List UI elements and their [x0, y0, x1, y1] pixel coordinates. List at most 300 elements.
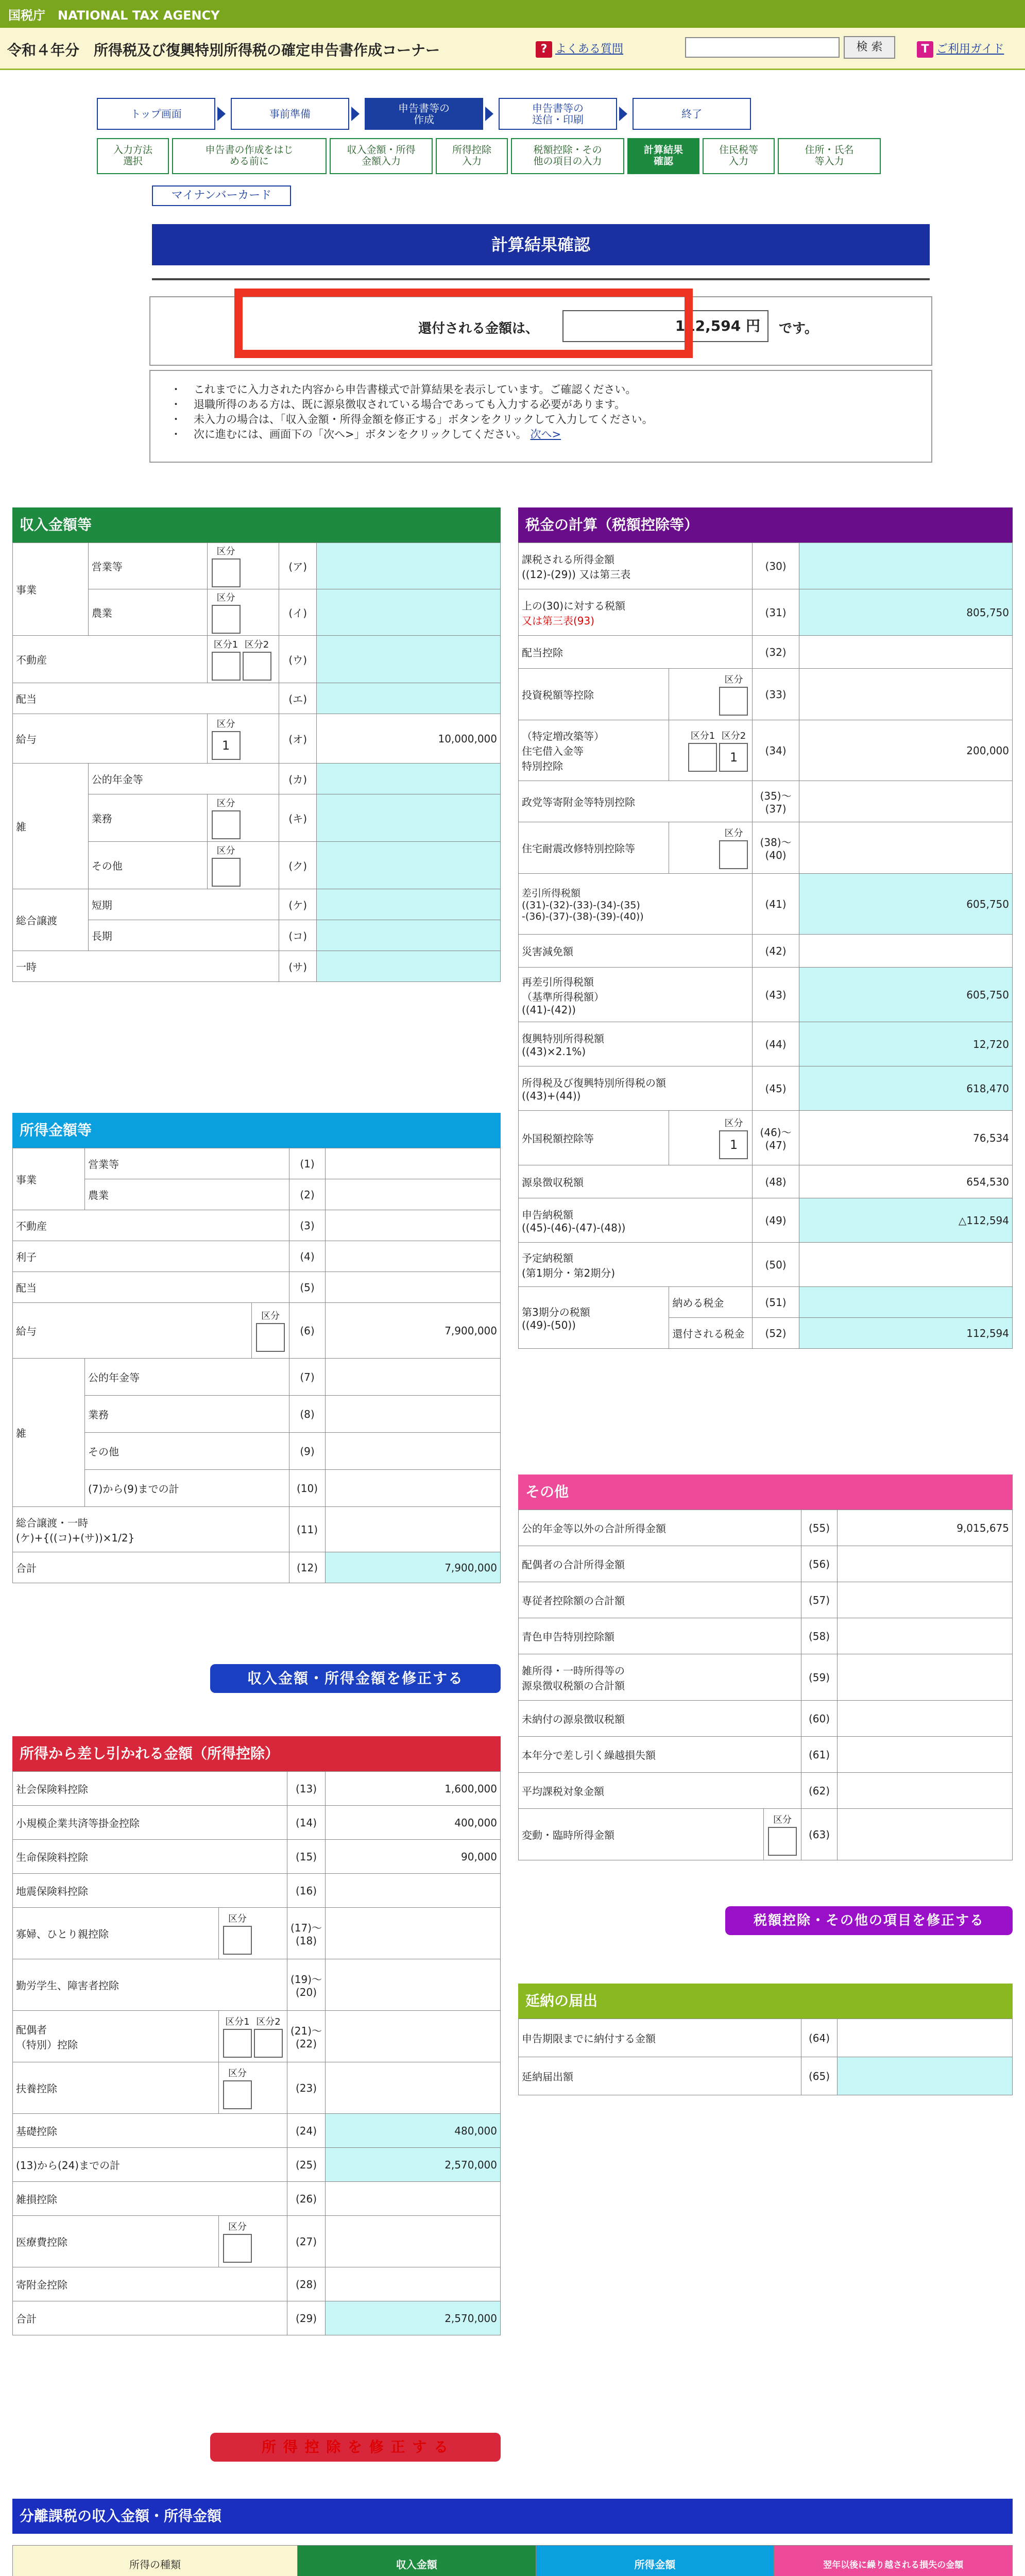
label-32: 配当控除: [519, 636, 753, 669]
value-51: [799, 1287, 1012, 1318]
value-55: 9,015,675: [838, 1510, 1013, 1546]
cell: [252, 1303, 289, 1359]
code: (13): [287, 1772, 325, 1806]
step-tab-3: 申告書等の 作成: [365, 98, 483, 130]
label: 社会保険料控除: [13, 1772, 287, 1806]
search-input[interactable]: [685, 37, 840, 58]
value-e: [317, 683, 501, 714]
step-arrow-icon: [619, 107, 627, 121]
value-30: [799, 543, 1012, 589]
code: (29): [287, 2301, 325, 2335]
value-23: [326, 2062, 501, 2114]
substep-tab-4: 所得控除 入力: [436, 138, 508, 174]
cell: [218, 1908, 287, 1959]
label-33: 投資税額等控除: [519, 669, 669, 720]
header: [0, 28, 1025, 70]
label-ichiji: 一時: [13, 951, 279, 982]
note-item: ・ 退職所得のある方は、既に源泉徴収されている場合であっても入力する必要があります。: [181, 397, 900, 412]
value-i: [317, 589, 501, 636]
code: (16): [287, 1874, 325, 1908]
value-42: [799, 935, 1012, 968]
code: (1): [289, 1148, 326, 1179]
kubun-box[interactable]: 1: [719, 1130, 748, 1159]
code: (イ): [279, 589, 317, 636]
code: (6): [289, 1303, 326, 1359]
kubun-box[interactable]: [243, 652, 271, 681]
step-arrow-icon: [217, 107, 226, 121]
value-ki: [317, 794, 501, 842]
question-icon: ?: [536, 41, 552, 58]
label: 配偶者の合計所得金額: [519, 1546, 801, 1582]
value-46: 76,534: [799, 1111, 1012, 1165]
label-koteki: 公的年金等: [85, 1359, 289, 1396]
value-ka: [317, 764, 501, 794]
code: (ア): [279, 543, 317, 589]
step-tab-5: 終了: [633, 98, 751, 130]
label-zatsu: 雑: [13, 1359, 85, 1507]
page-title: 計算結果確認: [152, 224, 930, 265]
substep-tab-1: 入力方法 選択: [97, 138, 169, 174]
label: 申告期限までに納付する金額: [519, 2019, 801, 2057]
cell: [207, 589, 279, 636]
step-tab-1: トップ画面: [97, 98, 215, 130]
code: (11): [289, 1507, 326, 1552]
label-p10: (7)から(9)までの計: [85, 1470, 289, 1507]
value-ku: [317, 842, 501, 889]
kubun-label: 区分1: [690, 730, 715, 741]
value-17: [326, 1908, 501, 1959]
value-13: 1,600,000: [326, 1772, 501, 1806]
value-57: [838, 1582, 1013, 1618]
code: (キ): [279, 794, 317, 842]
label-sogo: 総合譲渡: [13, 889, 89, 951]
code: (サ): [279, 951, 317, 982]
code: (28): [287, 2267, 325, 2301]
value-48: 654,530: [799, 1165, 1012, 1198]
value-16: [326, 1874, 501, 1908]
value-5: [326, 1272, 501, 1303]
code: (17)〜 (18): [287, 1908, 325, 1959]
kubun-box[interactable]: [719, 687, 748, 716]
value-25: 2,570,000: [326, 2148, 501, 2182]
value-52: 112,594: [799, 1318, 1012, 1349]
label-fudosan: 不動産: [13, 636, 208, 683]
search-button[interactable]: 検 索: [844, 36, 895, 59]
org-name: 国税庁 NATIONAL TAX AGENCY: [8, 8, 220, 23]
kubun-label: 区分2: [244, 639, 269, 650]
value-a: [317, 543, 501, 589]
value-21: [326, 2011, 501, 2062]
step-tab-2: 事前準備: [231, 98, 349, 130]
label-koteki: 公的年金等: [88, 764, 279, 794]
label: 専従者控除額の合計額: [519, 1582, 801, 1618]
code: (26): [287, 2182, 325, 2216]
kubun-box[interactable]: [212, 858, 241, 887]
help-label: ご利用ガイド: [936, 43, 1004, 56]
note-item: ・ これまでに入力された内容から申告書様式で計算結果を表示しています。ご確認ください。: [181, 382, 900, 397]
kubun-box[interactable]: 1: [719, 743, 748, 772]
label-42: 災害減免額: [519, 935, 753, 968]
value-61: [838, 1737, 1013, 1773]
kubun-box[interactable]: [223, 1926, 252, 1955]
header-kind: 所得の種類: [13, 2546, 298, 2576]
code: (65): [801, 2057, 838, 2095]
value-24: 480,000: [326, 2114, 501, 2148]
zeigaku-table: [518, 543, 1013, 1349]
value-6: 7,900,000: [326, 1303, 501, 1359]
kubun-label: 区分: [228, 1913, 247, 1924]
step-arrow-icon: [351, 107, 360, 121]
header-kurikoshi: 翌年以後に繰り越される損失の金額: [774, 2546, 1013, 2576]
cell: [218, 2062, 287, 2114]
code: (33): [753, 669, 799, 720]
code: (27): [287, 2216, 325, 2267]
label: 地震保険料控除: [13, 1874, 287, 1908]
code: (51): [753, 1287, 799, 1318]
label-38: 住宅耐震改修特別控除等: [519, 822, 669, 874]
label-49: 申告納税額 ((45)-(46)-(47)-(48)): [519, 1198, 753, 1243]
label: 青色申告特別控除額: [519, 1618, 801, 1654]
cell: [519, 589, 753, 636]
kubun-box[interactable]: [688, 743, 717, 772]
code: (8): [289, 1396, 326, 1433]
code: (19)〜 (20): [287, 1959, 325, 2011]
value-27: [326, 2216, 501, 2267]
cell: [669, 720, 753, 781]
label-sonota: その他: [85, 1433, 289, 1470]
code: (50): [753, 1243, 799, 1287]
kubun-box[interactable]: [212, 605, 241, 634]
value-56: [838, 1546, 1013, 1582]
code: (58): [801, 1618, 838, 1654]
code: (2): [289, 1179, 326, 1210]
substep-tab-2: 申告書の作成をはじ める前に: [172, 138, 327, 174]
label: 公的年金等以外の合計所得金額: [519, 1510, 801, 1546]
cell: [207, 842, 279, 889]
value-41: 605,750: [799, 874, 1012, 935]
koujo-section-title: 所得から差し引かれる金額（所得控除）: [12, 1736, 501, 1771]
value-sa: [317, 951, 501, 982]
cell: [669, 822, 753, 874]
label: 平均課税対象金額: [519, 1773, 801, 1809]
code: (45): [753, 1066, 799, 1111]
label-kiso: 基礎控除: [13, 2114, 287, 2148]
label-sum: (13)から(24)までの計: [13, 2148, 287, 2182]
label-kyuyo: 給与: [13, 1303, 252, 1359]
value-kyuyo: 10,000,000: [317, 714, 501, 764]
value-10: [326, 1470, 501, 1507]
faq-label: よくある質問: [555, 43, 624, 56]
label-total: 合計: [13, 1552, 289, 1583]
guide-icon: T: [917, 41, 933, 58]
highlight-frame: [234, 289, 693, 358]
code: (35)〜 (37): [753, 781, 799, 822]
label-zason: 雑損控除: [13, 2182, 287, 2216]
value-63: [838, 1809, 1013, 1860]
code: (コ): [279, 920, 317, 951]
code: (61): [801, 1737, 838, 1773]
label-iryo: 医療費控除: [13, 2216, 219, 2267]
kubun-label: 区分2: [256, 2016, 281, 2027]
code: (3): [289, 1210, 326, 1241]
label-jigyo: 事業: [13, 543, 89, 636]
sonota-table: [518, 1510, 1013, 1860]
refund-label: 還付される金額は、: [418, 321, 539, 336]
cell: [218, 2216, 287, 2267]
edit-zeigaku-button[interactable]: 税額控除・その他の項目を修正する: [725, 1906, 1013, 1935]
kubun-label: 区分: [216, 546, 235, 557]
kubun-label: 区分2: [721, 730, 746, 741]
label-kinro: 勤労学生、障害者控除: [13, 1959, 287, 2011]
label-tanki: 短期: [88, 889, 279, 920]
substep-tab-3: 収入金額・所得 金額入力: [330, 138, 433, 174]
code: (49): [753, 1198, 799, 1243]
code: (62): [801, 1773, 838, 1809]
note-item: [181, 427, 900, 442]
label: 生命保険料控除: [13, 1840, 287, 1874]
kubun-label: 区分: [724, 674, 743, 685]
divider: [152, 278, 930, 280]
code: (34): [753, 720, 799, 781]
code: (10): [289, 1470, 326, 1507]
label-41: 差引所得税額 ((31)-(32)-(33)-(34)-(35) -(36)-(37)-(38)-(39)-(40)): [519, 874, 753, 935]
code: (48): [753, 1165, 799, 1198]
label-nogyo: 農業: [85, 1179, 289, 1210]
substep-tab-8: 住所・氏名 等入力: [778, 138, 881, 174]
code: (ケ): [279, 889, 317, 920]
label: 本年分で差し引く繰越損失額: [519, 1737, 801, 1773]
code: (エ): [279, 683, 317, 714]
value-43: 605,750: [799, 968, 1012, 1022]
value-45: 618,470: [799, 1066, 1012, 1111]
label-45: 所得税及び復興特別所得税の額 ((43)+(44)): [519, 1066, 753, 1111]
label-34: （特定増改築等） 住宅借入金等 特別控除: [519, 720, 669, 781]
label-zatsu: 雑: [13, 764, 89, 889]
mynumber-card-button[interactable]: マイナンバーカード: [152, 185, 291, 206]
cell: [207, 543, 279, 589]
label: 未納付の源泉徴収税額: [519, 1701, 801, 1737]
value-29: 2,570,000: [326, 2301, 501, 2335]
code: (55): [801, 1510, 838, 1546]
kubun-label: 区分: [773, 1814, 792, 1825]
value-58: [838, 1618, 1013, 1654]
label-kafu: 寡婦、ひとり親控除: [13, 1908, 219, 1959]
value-19: [326, 1959, 501, 2011]
code: (ク): [279, 842, 317, 889]
label-kyuyo: 給与: [13, 714, 208, 764]
kubun-label: 区分: [216, 845, 235, 856]
value-32: [799, 636, 1012, 669]
code: (15): [287, 1840, 325, 1874]
cell: [764, 1809, 801, 1860]
value-9: [326, 1433, 501, 1470]
label-gyomu: 業務: [85, 1396, 289, 1433]
label-63: 変動・臨時所得金額: [519, 1809, 764, 1860]
kubun-box[interactable]: [719, 840, 748, 869]
step-tab-4: 申告書等の 送信・印刷: [499, 98, 617, 130]
kubun-label: 区分1: [213, 639, 238, 650]
app-title: 令和４年分 所得税及び復興特別所得税の確定申告書作成コーナー: [7, 42, 440, 59]
value-49: △112,594: [799, 1198, 1012, 1243]
code: (59): [801, 1654, 838, 1701]
code: (64): [801, 2019, 838, 2057]
label-50: 予定納税額 (第1期分・第2期分): [519, 1243, 753, 1287]
kubun-box[interactable]: [223, 2029, 252, 2058]
code: (25): [287, 2148, 325, 2182]
step-arrow-icon: [485, 107, 493, 121]
value-38: [799, 822, 1012, 874]
kubun-label: 区分: [216, 798, 235, 809]
kubun-label: 区分: [216, 718, 235, 730]
code: (52): [753, 1318, 799, 1349]
notes-box: [149, 370, 932, 463]
code: (32): [753, 636, 799, 669]
label-haito: 配当: [13, 1272, 289, 1303]
code: (30): [753, 543, 799, 589]
value-26: [326, 2182, 501, 2216]
label-eigyo: 営業等: [85, 1148, 289, 1179]
value-64: [838, 2019, 1013, 2057]
label-haigu: 配偶者 （特別）控除: [13, 2011, 219, 2062]
ennou-table: [518, 2019, 1013, 2095]
shotoku-table: [12, 1148, 501, 1583]
kubun-box[interactable]: [223, 2080, 252, 2109]
value-12: 7,900,000: [326, 1552, 501, 1583]
label-35: 政党等寄附金等特別控除: [519, 781, 753, 822]
label-rishi: 利子: [13, 1241, 289, 1272]
label-31-note: 又は第三表(93): [522, 614, 595, 627]
substep-tab-5: 税額控除・その 他の項目の入力: [511, 138, 624, 174]
kubun-box[interactable]: [256, 1323, 285, 1352]
kubun-box[interactable]: 1: [212, 731, 241, 760]
code: (38)〜 (40): [753, 822, 799, 874]
sonota-section-title: その他: [518, 1475, 1013, 1510]
code: (ウ): [279, 636, 317, 683]
income-table: [12, 543, 501, 982]
code: (4): [289, 1241, 326, 1272]
zeigaku-section-title: 税金の計算（税額控除等）: [518, 507, 1013, 543]
label-sonota: その他: [88, 842, 207, 889]
code: (5): [289, 1272, 326, 1303]
note-text: 次に進むには、画面下の「次へ>」ボタンをクリックしてください。: [194, 428, 527, 440]
value-ke: [317, 889, 501, 920]
substep-tab-7: 住民税等 入力: [703, 138, 775, 174]
code: (7): [289, 1359, 326, 1396]
label-48: 源泉徴収税額: [519, 1165, 753, 1198]
koujo-table: [12, 1771, 501, 2335]
note-item: ・ 未入力の場合は、「収入金額・所得金額を修正する」ボタンをクリックして入力してください。: [181, 412, 900, 427]
value-60: [838, 1701, 1013, 1737]
code: (31): [753, 589, 799, 636]
label-jigyo: 事業: [13, 1148, 85, 1210]
bunri-section-title: 分離課税の収入金額・所得金額: [12, 2499, 1013, 2534]
cell: [669, 1111, 753, 1165]
value-59: [838, 1654, 1013, 1701]
code: (カ): [279, 764, 317, 794]
label-46: 外国税額控除等: [519, 1111, 669, 1165]
kubun-label: 区分1: [225, 2016, 250, 2027]
value-ko: [317, 920, 501, 951]
code: (63): [801, 1809, 838, 1860]
header-shotoku: 所得金額: [536, 2546, 774, 2576]
faq-link[interactable]: [536, 40, 623, 58]
code: (43): [753, 968, 799, 1022]
value-31: 805,750: [799, 589, 1012, 636]
cell: [207, 636, 279, 683]
label-choki: 長期: [88, 920, 279, 951]
value-33: [799, 669, 1012, 720]
kubun-box[interactable]: [254, 2029, 283, 2058]
kubun-box[interactable]: [212, 558, 241, 587]
shotoku-section-title: 所得金額等: [12, 1113, 501, 1148]
label: 延納届出額: [519, 2057, 801, 2095]
kubun-label: 区分: [228, 2067, 247, 2079]
kubun-box[interactable]: [223, 2234, 252, 2263]
code: (46)〜 (47): [753, 1111, 799, 1165]
kubun-box[interactable]: [768, 1827, 797, 1856]
edit-koujo-button[interactable]: 所 得 控 除 を 修 正 す る: [210, 2433, 501, 2462]
kubun-label: 区分: [216, 592, 235, 603]
label-kifu: 寄附金控除: [13, 2267, 287, 2301]
label-43: 再差引所得税額 （基準所得税額） ((41)-(42)): [519, 968, 753, 1022]
code: (23): [287, 2062, 325, 2114]
cell: [218, 2011, 287, 2062]
label-gyomu: 業務: [88, 794, 207, 842]
label-total: 合計: [13, 2301, 287, 2335]
kubun-label: 区分: [261, 1310, 280, 1321]
value-50: [799, 1243, 1012, 1287]
kubun-box[interactable]: [212, 810, 241, 839]
code: (42): [753, 935, 799, 968]
value-28: [326, 2267, 501, 2301]
label-fudosan: 不動産: [13, 1210, 289, 1241]
cell: [207, 714, 279, 764]
value-u: [317, 636, 501, 683]
cell: [207, 794, 279, 842]
bunri-table: [12, 2545, 1013, 2576]
kubun-box[interactable]: [212, 652, 241, 681]
code: (24): [287, 2114, 325, 2148]
value-14: 400,000: [326, 1806, 501, 1840]
label: 小規模企業共済等掛金控除: [13, 1806, 287, 1840]
code: (41): [753, 874, 799, 935]
top-bar: [0, 0, 1025, 28]
kubun-label: 区分: [228, 2221, 247, 2232]
value-8: [326, 1396, 501, 1433]
label-haito: 配当: [13, 683, 279, 714]
value-4: [326, 1241, 501, 1272]
code: (44): [753, 1022, 799, 1066]
value-35: [799, 781, 1012, 822]
value-62: [838, 1773, 1013, 1809]
code: (21)〜 (22): [287, 2011, 325, 2062]
code: (60): [801, 1701, 838, 1737]
kubun-label: 区分: [724, 827, 743, 839]
substep-tab-6: 計算結果 確認: [627, 138, 699, 174]
label-kanpu: 還付される税金: [669, 1318, 753, 1349]
label-51: 第3期分の税額 ((49)-(50)): [519, 1287, 669, 1349]
header-income: 収入金額: [297, 2546, 536, 2576]
next-link[interactable]: 次へ>: [530, 428, 561, 440]
refund-suffix: です。: [779, 321, 818, 336]
value-1: [326, 1148, 501, 1179]
edit-income-button[interactable]: 収入金額・所得金額を修正する: [210, 1664, 501, 1693]
income-section-title: 収入金額等: [12, 507, 501, 543]
help-link[interactable]: [917, 40, 1004, 58]
label-nogyo: 農業: [88, 589, 207, 636]
label-31: 上の(30)に対する税額: [522, 599, 626, 612]
code: (56): [801, 1546, 838, 1582]
